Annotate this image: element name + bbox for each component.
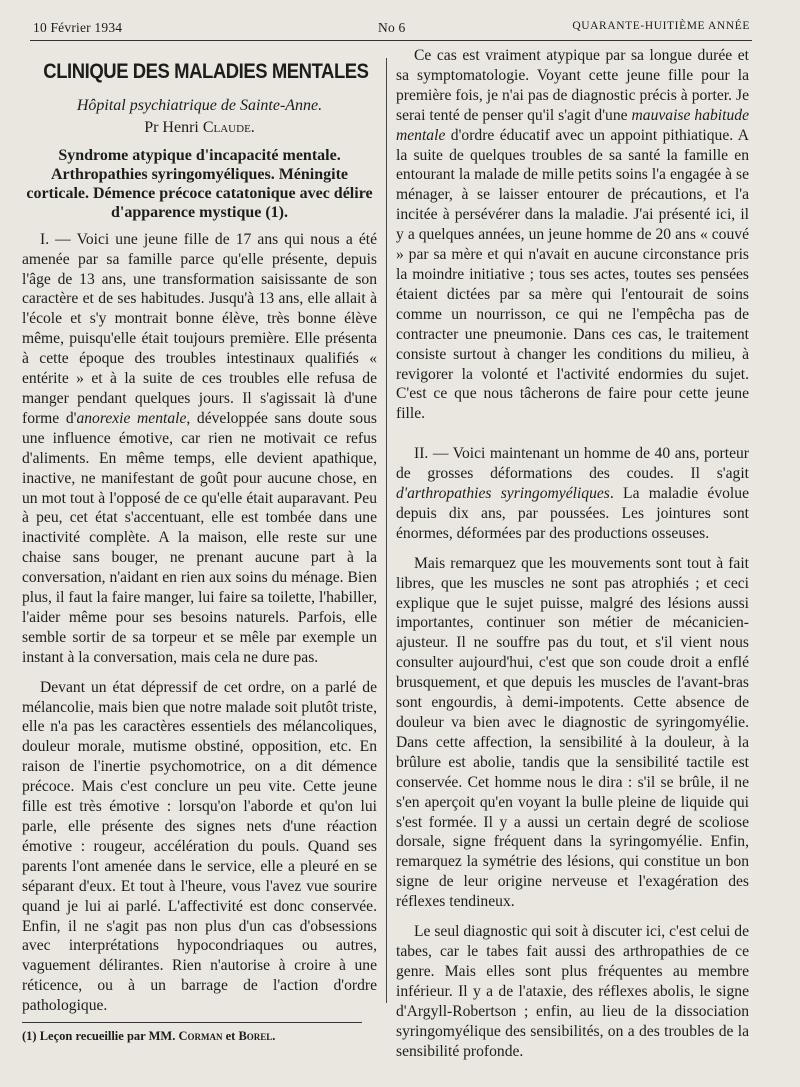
header-rule bbox=[30, 40, 752, 41]
section-title: CLINIQUE DES MALADIES MENTALES bbox=[43, 60, 369, 83]
paragraph: Mais remarquez que les mouvements sont tout à fait libres, que les muscles ne sont pas atrophiés ; et ceci explique que le sujet puisse, malgré des lésions aussi importantes, continuer son métier de mécanicien-ajusteur. Il ne souffre pas du tout, et s'il vient nous consulter aujourd'hui, c'est que son coude droit a enflé brusquement, et que depuis les muscles de l'avant-bras sont engourdis, à demi-impotents. Cette absence de douleur va bien avec le diagnostic de syringomyélie. Dans cette affection, la sensibilité à la douleur, à la brûlure est abolie, tandis que la sensibilité tactile est conservée. Cet homme nous le dira : s'il se brûle, il ne s'en aperçoit qu'en voyant la bulle pleine de liquide qui s'est formée. Il y a aussi un certain degré de scoliose dorsale, signe fréquent dans la syringomyélie. Enfin, remarquez la symétrie des lésions, qui constitue un bon signe de leur origine nerveuse et l'exagération des réflexes tendineux. bbox=[396, 554, 749, 911]
page-header bbox=[33, 18, 750, 38]
paragraph: I. — Voici une jeune fille de 17 ans qui nous a été amenée par sa famille parce qu'elle présente, depuis l'âge de 13 ans, une transformation saisissante de son caractère et de ses habitudes. Jusqu'à 13 ans, elle allait à l'école et s'y montrait bonne élève, très bonne élève même, puisqu'elle était toujours première. Elle présenta à cette époque des troubles intestinaux qualifiés « entérite » et à la suite de ces troubles elle refusa de manger pendant quelques jours. Il s'agissait là d'une forme d'anorexie mentale, développée sans doute sous une influence émotive, car rien ne motivait ce refus d'aliments. En même temps, elle devient apathique, inactive, ne manifestant de goût pour aucune chose, en un mot tout à l'opposé de ce qu'elle était auparavant. Peu à peu, cet état s'accentuant, elle est tombée dans une inactivité complète. A la maison, elle reste sur une chaise sans bouger, ne prenant aucune part à la conversation, n'aidant en rien aux soins du ménage. Bien plus, il faut la faire manger, lui faire sa toilette, l'habiller, l'aider même pour ses besoins naturels. Parfois, elle semble sortir de sa torpeur et se mêle par exemple un instant à la conversation, mais cela ne dure pas. bbox=[22, 230, 377, 666]
paragraph: Devant un état dépressif de cet ordre, on a parlé de mélancolie, mais bien que notre malade soit plutôt triste, elle n'a pas les caractères essentiels des mélancoliques, douleur morale, mutisme obstiné, opposition, etc. En raison de l'inertie psychomotrice, on a dit démence précoce. Mais c'est conclure un peu vite. Cette jeune fille est très émotive : lorsqu'on l'aborde et qu'on lui parle, elle présente des signes nets d'une réaction émotive : rougeur, accélération du pouls. Quand ses parents l'ont amenée dans le service, elle a pleuré en se séparant d'eux. Et tout à l'heure, vous l'avez vue sourire quand je lui ai parlé. L'affectivité est donc conservée. Enfin, il ne s'agit pas non plus d'un cas d'obsessions avec interprétations hypocondriaques ou autres, vaguement délirantes. Rien n'autorise à croire à une réticence, ou à un barrage de l'action d'ordre pathologique. bbox=[22, 678, 377, 1015]
paragraph: Ce cas est vraiment atypique par sa longue durée et sa symptomatologie. Voyant cette jeune fille pour la première fois, je n'ai pas de diagnostic précis à porter. Je serai tenté de penser qu'il s'agit d'une mauvaise habitude mentale d'ordre éducatif avec un appoint pithiatique. A la suite de quelques troubles de sa santé la famille en entourant la malade de mille petits soins l'a engagée à se ménager, à se laisser entourer de précautions, et l'a incitée à persévérer dans la maladie. J'ai présenté ici, il y a quelques années, un jeune homme de 20 ans « couvé » par sa mère et qui n'avait en aucune circonstance pris la moindre initiative ; tous ses actes, toutes ses pensées étaient dictées par sa mère qui l'entourait de soins comme un nourrisson, ce qui ne l'empêcha pas de contracter une pneumonie. Dans ces cas, le traitement consiste surtout à changer les conditions du milieu, à revigorer la volonté et l'activité endormies du sujet. C'est ce que nous tâcherons de faire pour cette jeune fille. bbox=[396, 47, 749, 423]
issue-year: QUARANTE-HUITIÈME ANNÉE bbox=[572, 20, 750, 32]
issue-date: 10 Février 1934 bbox=[33, 20, 123, 35]
footnote: (1) Leçon recueillie par MM. Corman et Borel. bbox=[22, 1029, 276, 1044]
paragraph: Le seul diagnostic qui soit à discuter ici, c'est celui de tabes, car le tabes fait aussi des arthropathies de ce genre. Mais elles sont plus fréquentes au membre inférieur. Il y a de l'ataxie, des réflexes abolis, le signe d'Argyll-Robertson ; enfin, au lieu de la dissociation syringomyélique des sensibilités, on a des troubles de la sensibilité profonde. bbox=[396, 923, 749, 1060]
author-name: Claude. bbox=[202, 118, 255, 136]
paragraph: II. — Voici maintenant un homme de 40 ans, porteur de grosses déformations des coudes. Il s'agit d'arthropathies syringomyéliques. La maladie évolue depuis dix ans, par poussées. Les jointures sont énormes, déformées par des productions osseuses. bbox=[396, 445, 749, 542]
hospital-name: Hôpital psychiatrique de Sainte-Anne. bbox=[76, 96, 323, 114]
emphasis: d'arthropathies syringomyéliques bbox=[396, 485, 610, 503]
author-prefix: Pr Henri bbox=[144, 118, 203, 136]
emphasis: anorexie mentale bbox=[76, 409, 187, 427]
left-column bbox=[22, 58, 377, 1047]
issue-number: No 6 bbox=[378, 20, 406, 35]
author-line bbox=[22, 118, 377, 138]
column-divider bbox=[386, 58, 387, 1003]
right-column bbox=[396, 46, 749, 1061]
emphasis: mauvaise habitude mentale bbox=[396, 106, 749, 144]
article-subtitle: Syndrome atypique d'incapacité mentale. Arthropathies syringomyéliques. Méningite corticale. Démence précoce catatonique avec délire d'apparence mystique (1). bbox=[26, 146, 373, 221]
footnote-rule bbox=[22, 1022, 362, 1023]
